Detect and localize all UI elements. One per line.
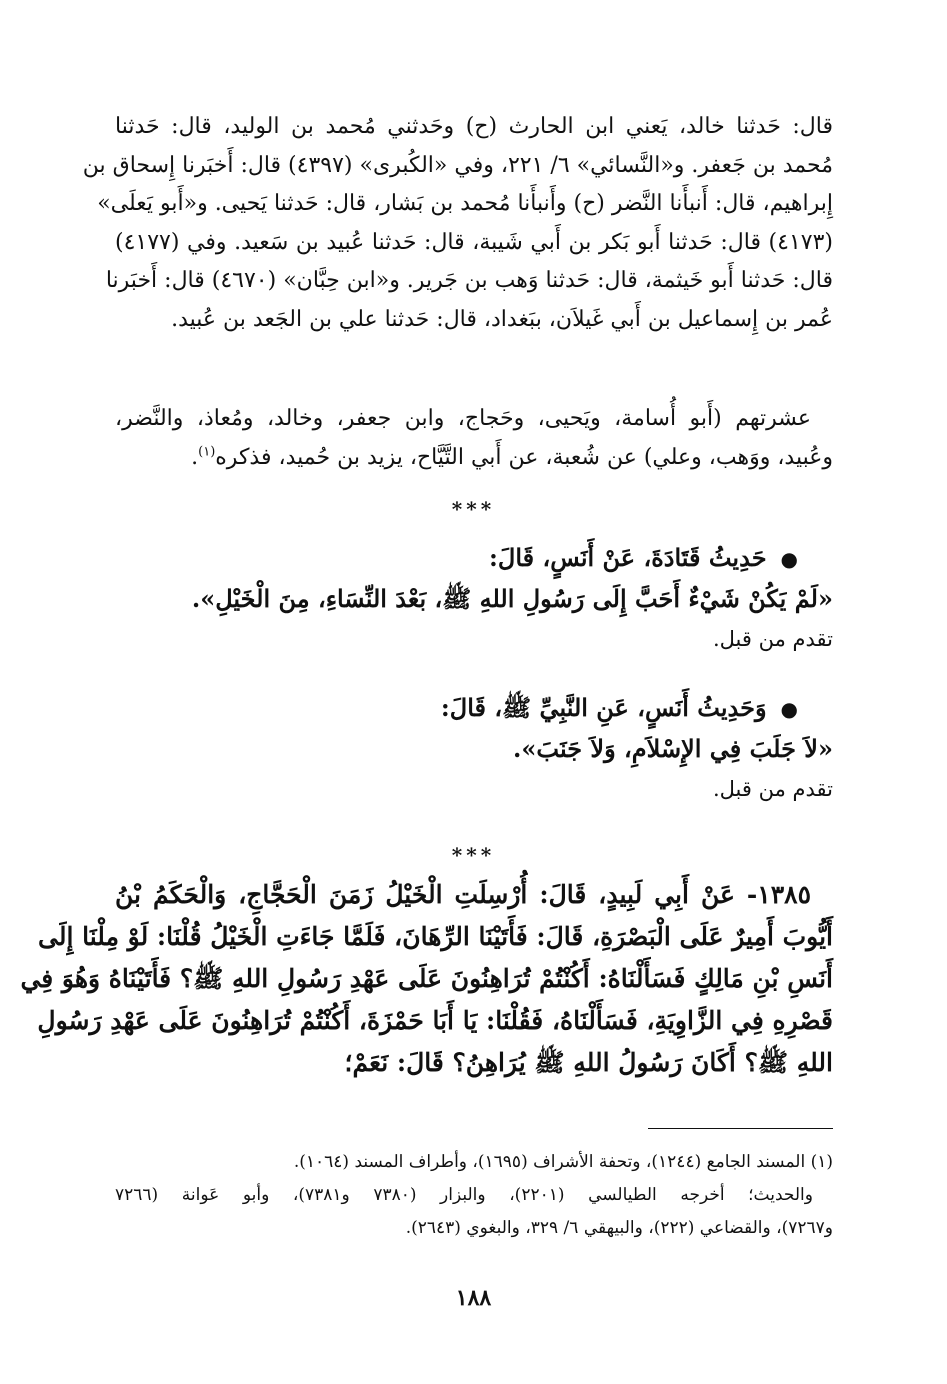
section-title-text: حَدِيثُ قَتَادَةَ، عَنْ أَنَسٍ، قَالَ: [489,543,767,572]
hadith-line: قَصْرِهِ فِي الزَّاوِيَةِ، فَسَأَلْنَاهُ، فَقُلْنَا: يَا أَبَا حَمْزَةَ، أَكُنْتُمْ تُرَاهِنُونَ عَلَى عَهْدِ رَسُولِ [37,1006,833,1035]
footnote-divider [648,1128,833,1129]
narration-paragraph [82,108,833,339]
narration-line: عُمر بن إِسماعيل بن أَبي غَيلاَن، ببَغداد، قال: حَدثنا علي بن الجَعد بن عُبيد. [171,306,833,332]
narrators-line-with-ref: وعُبيد، ووَهب، وعلي) عن شُعبة، عن أَبي التَّيَّاح، يزيد بن حُميد، فذكره$^{(١)}$. [191,444,833,470]
narrators-line-text: وعُبيد، ووَهب، وعلي) عن شُعبة، عن أَبي التَّيَّاح، يزيد بن حُميد، فذكره [215,444,833,470]
bullet-icon: ● [780,547,798,571]
page-number: ١٨٨ [455,1285,492,1311]
cross-reference-note: تقدم من قبل. [712,777,833,801]
narration-line: مُحمد بن جَعفر. و«النَّسائي» ٦/ ٢٢١، وفي «الكُبرى» (٤٣٩٧) قال: أَخبَرنا إِسحاق بن [82,152,833,178]
section-title-text: وَحَدِيثُ أَنَسٍ، عَنِ النَّبِيِّ ﷺ، قَالَ: [440,693,767,722]
narrators-line: عشرتهم (أَبو أُسامة، ويَحيى، وحَجاج، وابن جعفر، وخالد، ومُعاذ، والنَّضر، [115,406,811,431]
section-title [115,688,833,729]
footnote-reference[interactable]: (١) [198,444,216,460]
hadith-text: «لَمْ يَكُنْ شَيْءٌ أَحَبَّ إِلَى رَسُولِ اللهِ ﷺ، بَعْدَ النِّسَاءِ، مِنَ الْخَيْلِ». [191,584,833,613]
hadith-line: أَنَسِ بْنِ مَالِكٍ فَسَأَلْنَاهُ: أَكُنْتُمْ تُرَاهِنُونَ عَلَى عَهْدِ رَسُولِ اللهِ ﷺ؟ فَأَتَيْنَاهُ وَهُوَ فِي [20,964,833,993]
hadith-text: «لاَ جَلَبَ فِي الإِسْلاَمِ، وَلاَ جَنَبَ». [513,734,833,763]
narration-line: (٤١٧٣) قال: حَدثنا أَبو بَكر بن أَبي شَيبة، قال: حَدثنا عُبيد بن سَعيد. وفي (٤١٧٧) [115,229,833,255]
hadith-line: ١٣٨٥- عَنْ أَبِي لَبِيدٍ، قَالَ: أُرْسِلَتِ الْخَيْلُ زَمَنَ الْحَجَّاجِ، وَالْحَكَمُ بْنُ [115,880,811,909]
footnote-line: (١) المسند الجامع (١٢٤٤)، وتحفة الأشراف (١٦٩٥)، وأطراف المسند (١٠٦٤). [293,1152,833,1172]
narration-line: قال: حَدثنا خالد، يَعني ابن الحارث (ح) وحَدثني مُحمد بن الوليد، قال: حَدثنا [115,114,833,139]
section-separator: *** [451,843,496,867]
narrators-paragraph [115,400,833,477]
footnote-line: والحديث؛ أخرجه الطيالسي (٢٢٠١)، والبزار (٧٣٨٠ و٧٣٨١)، وأبو عَوانة (٧٢٦٦ [115,1185,813,1205]
bullet-icon: ● [780,697,798,721]
hadith-line: أَيُّوبَ أَمِيرٌ عَلَى الْبَصْرَةِ، قَالَ: فَأَتَيْنَا الرِّهَانَ، فَلَمَّا جَاءَتِ الْخَيْلُ قُلْنَا: لَوْ مِلْنَا إِلَى [38,922,833,951]
hadith-section-qatada [115,538,833,659]
footnote-line: و٧٢٦٧)، والقضاعي (٢٢٢)، والبيهقي ٦/ ٣٢٩، والبغوي (٢٦٤٣). [405,1218,833,1238]
cross-reference-note: تقدم من قبل. [712,627,833,651]
section-separator: *** [451,497,496,521]
hadith-1385 [20,874,833,1084]
hadith-line: اللهِ ﷺ؟ أَكَانَ رَسُولُ اللهِ ﷺ يُرَاهِنُ؟ قَالَ: نَعَمْ؛ [344,1048,833,1077]
narration-line: إِبراهيم، قال: أَنبأَنا النَّضر (ح) وأَنبأَنا مُحمد بن بَشار، قال: حَدثنا يَحيى. و«أَبو يَعلَى» [97,191,833,216]
hadith-section-anas [115,688,833,809]
section-title [115,538,833,579]
narration-line: قال: حَدثنا أَبو خَيثمة، قال: حَدثنا وَهب بن جَرير. و«ابن حِبَّان» (٤٦٧٠) قال: أَخبَرنا [105,268,833,293]
footnotes [115,1146,833,1245]
